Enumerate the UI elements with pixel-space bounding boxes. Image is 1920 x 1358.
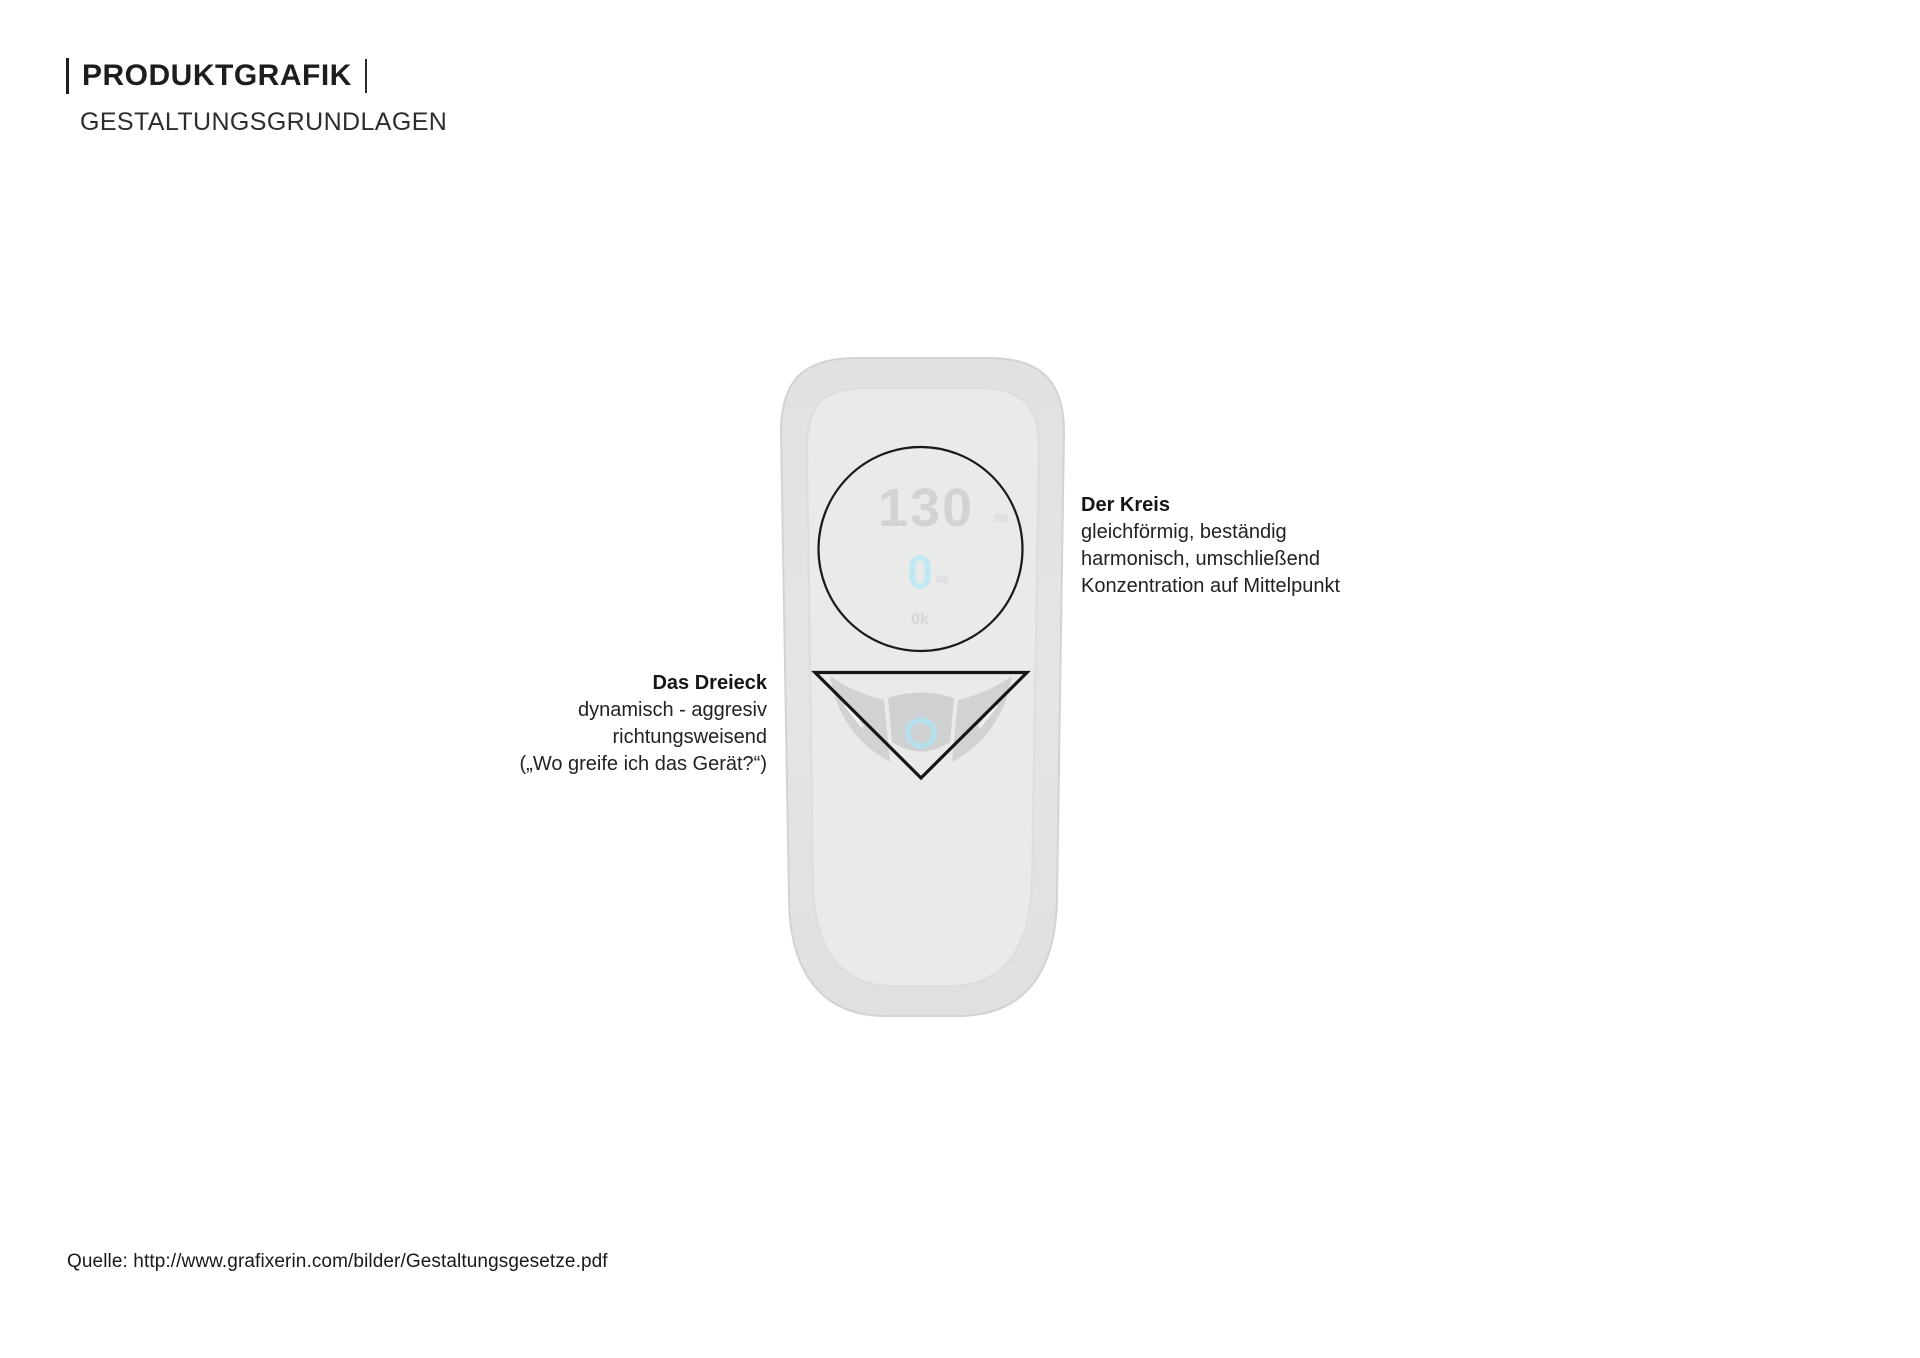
page-title: PRODUKTGRAFIK bbox=[82, 59, 352, 92]
annotation-circle-heading: Der Kreis bbox=[1081, 494, 1170, 516]
annotation-triangle bbox=[407, 670, 767, 778]
title-left-bar bbox=[66, 58, 69, 94]
annotation-circle bbox=[1081, 492, 1421, 600]
annotation-triangle-line: dynamisch - aggresiv bbox=[578, 699, 767, 721]
display-primary-value: 130 bbox=[877, 478, 975, 538]
annotation-circle-line: gleichförmig, beständig bbox=[1081, 521, 1287, 543]
annotation-circle-line: Konzentration auf Mittelpunkt bbox=[1081, 575, 1341, 597]
display-unit-mark bbox=[994, 514, 1008, 522]
header bbox=[66, 58, 447, 135]
annotation-triangle-line: richtungsweisend bbox=[612, 726, 767, 748]
title-row bbox=[66, 58, 447, 94]
annotation-triangle-line: („Wo greife ich das Gerät?“) bbox=[519, 753, 767, 775]
page-subtitle: GESTALTUNGSGRUNDLAGEN bbox=[80, 108, 448, 136]
annotation-circle-line: harmonisch, umschließend bbox=[1081, 548, 1320, 570]
product-illustration bbox=[770, 350, 1080, 1030]
source-line: Quelle: http://www.grafixerin.com/bilder/Gestaltungsgesetze.pdf bbox=[67, 1251, 608, 1272]
title-right-bar bbox=[365, 59, 367, 93]
display-secondary-value: 0 bbox=[907, 546, 933, 598]
annotation-triangle-heading: Das Dreieck bbox=[652, 672, 767, 694]
display-unit-mark-2 bbox=[936, 576, 948, 583]
display-tertiary-value: 0k bbox=[911, 611, 929, 628]
